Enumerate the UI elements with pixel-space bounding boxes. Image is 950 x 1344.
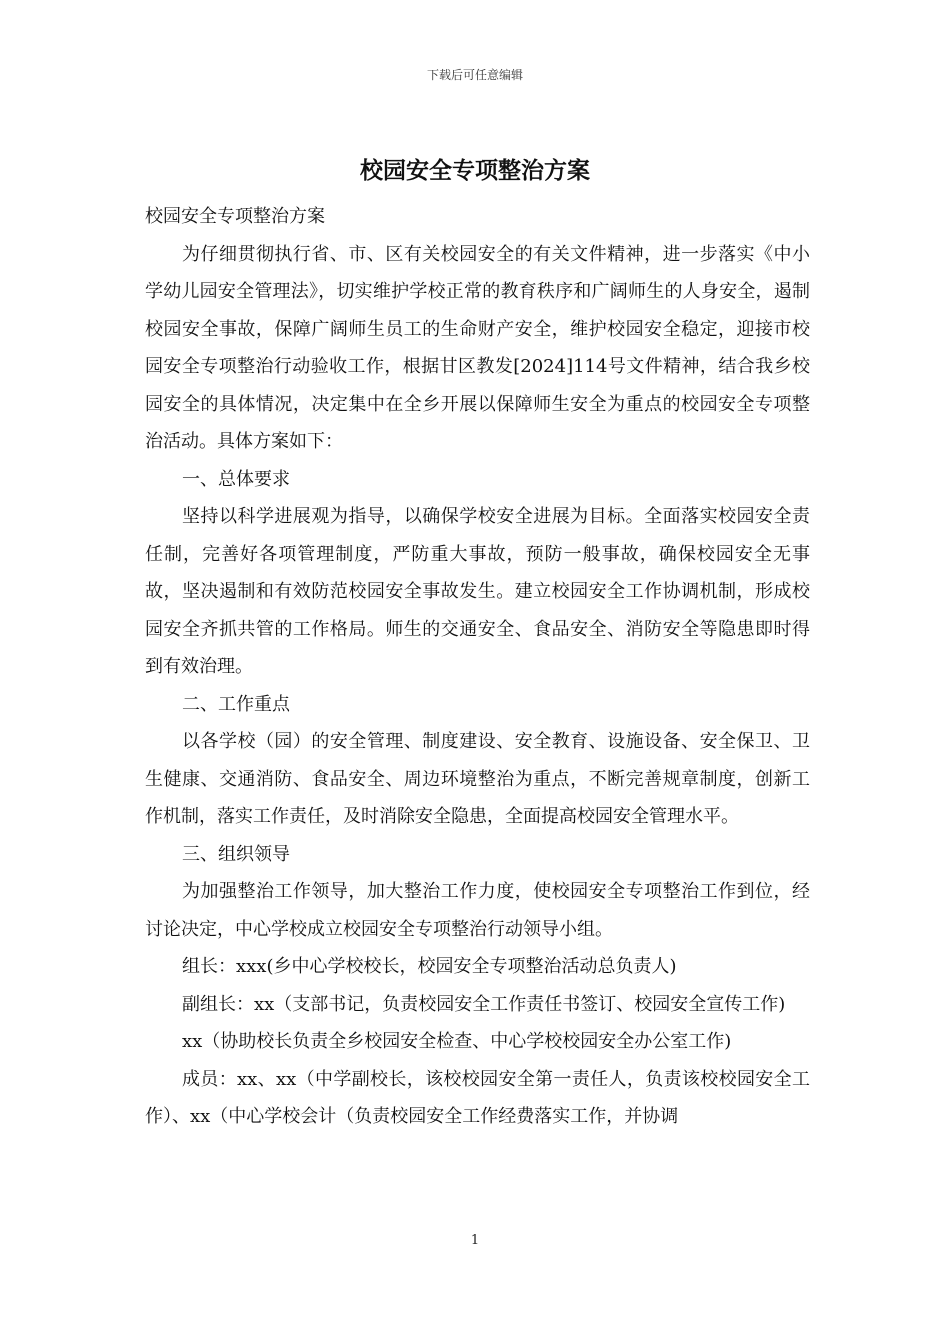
- leadership-paragraph: 为加强整治工作领导，加大整治工作力度，使校园安全专项整治工作到位，经讨论决定，中心学校成立校园安全专项整治行动领导小组。: [145, 881, 810, 940]
- subtitle-paragraph: 校园安全专项整治方案: [145, 206, 325, 227]
- section-heading-leadership: 三、组织领导: [182, 843, 290, 865]
- deputy-leader-line: 副组长：xx（支部书记，负责校园安全工作责任书签订、校园安全宣传工作): [182, 993, 786, 1015]
- section-heading-work-focus: 二、工作重点: [182, 693, 290, 715]
- page-number: 1: [470, 1233, 480, 1248]
- page-header-note: 下载后可任意编辑: [426, 68, 523, 82]
- document-body: [145, 198, 810, 1136]
- document-title: 校园安全专项整治方案: [360, 157, 590, 184]
- section-heading-general-requirements: 一、总体要求: [182, 468, 290, 490]
- general-requirements-paragraph: 坚持以科学进展观为指导，以确保学校安全进展为目标。全面落实校园安全责任制，完善好各项管理制度，严防重大事故，预防一般事故，确保校园安全无事故，坚决遏制和有效防范校园安全事故发生。建立校园安全工作协调机制，形成校园安全齐抓共管的工作格局。师生的交通安全、食品安全、消防安全等隐患即时得到有效治理。: [145, 506, 810, 677]
- work-focus-paragraph: 以各学校（园）的安全管理、制度建设、安全教育、设施设备、安全保卫、卫生健康、交通消防、食品安全、周边环境整治为重点，不断完善规章制度，创新工作机制，落实工作责任，及时消除安全隐患，全面提高校园安全管理水平。: [145, 731, 810, 827]
- members-line: 成员：xx、xx（中学副校长，该校校园安全第一责任人，负责该校校园安全工作）、xx（中心学校会计（负责校园安全工作经费落实工作，并协调: [145, 1068, 810, 1127]
- leader-line: 组长：xxx(乡中心学校校长，校园安全专项整治活动总负责人): [182, 956, 677, 977]
- deputy-assistant-line: xx（协助校长负责全乡校园安全检查、中心学校校园安全办公室工作): [182, 1031, 732, 1052]
- intro-paragraph: 为仔细贯彻执行省、市、区有关校园安全的有关文件精神，进一步落实《中小学幼儿园安全管理法》，切实维护学校正常的教育秩序和广阔师生的人身安全，遏制校园安全事故，保障广阔师生员工的生命财产安全，维护校园安全稳定，迎接市校园安全专项整治行动验收工作，根据甘区教发[2024]114号文件精神，结合我乡校园安全的具体情况，决定集中在全乡开展以保障师生安全为重点的校园安全专项整治活动。具体方案如下：: [145, 243, 810, 452]
